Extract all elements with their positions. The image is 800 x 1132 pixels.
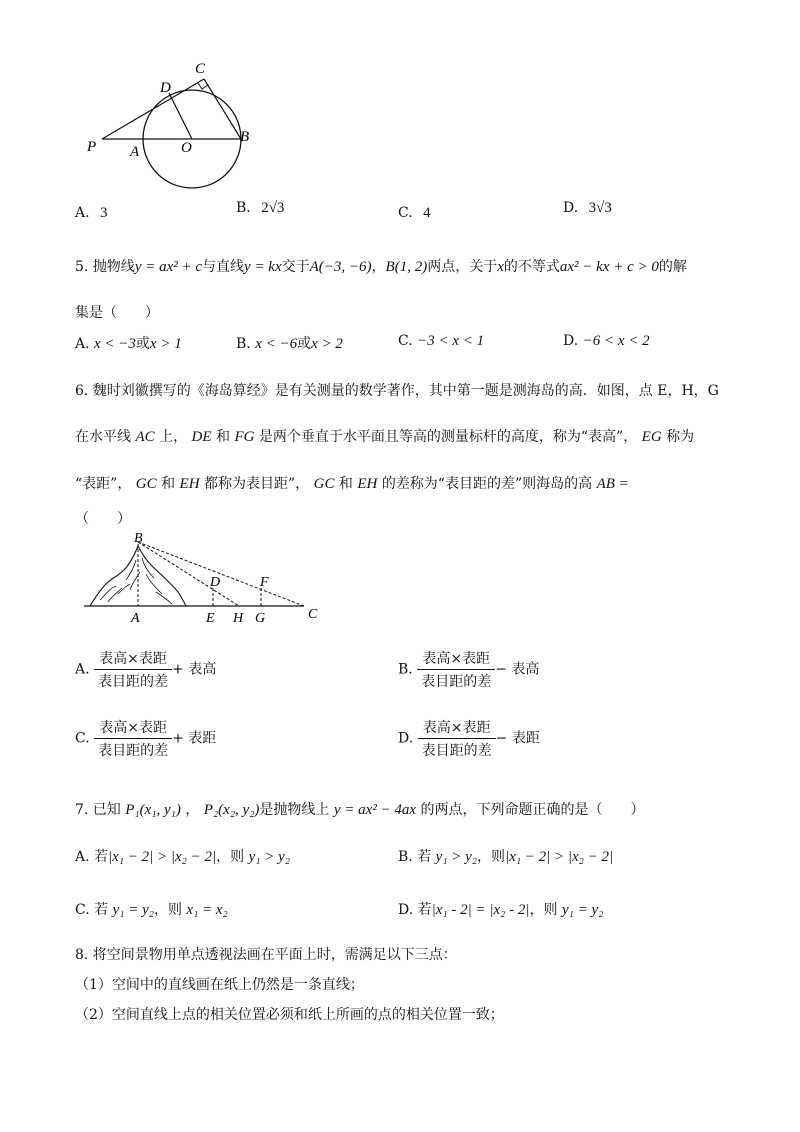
option-if: 若 [417,902,432,918]
option-value: 3√3 [588,200,612,216]
q8-stem-line1: 8. 将空间景物用单点透视法画在平面上时，需满足以下三点： [75,947,457,963]
q7-option-b [398,846,613,866]
q7-math-p1: P₁(x₁, y₁) [125,802,181,818]
option-operator: − [495,730,508,747]
option-letter: A. [75,336,90,352]
q7-math-p2: P₂(x₂, y₂) [203,802,260,818]
q6-math-gc: GC [313,476,335,492]
q6-option-a [75,648,216,691]
q4-option-d [563,200,612,217]
option-condition: |x₁ − 2| > |x₂ − 2| [108,849,217,865]
q6-option-c [75,717,216,760]
option-or: 或 [135,336,150,352]
q5-option-a [75,333,182,353]
point-e-label: E [206,611,215,626]
option-tail: 表距 [188,730,217,747]
option-operator: − [495,661,507,678]
q6-text: 称为 [666,429,695,445]
option-math-1: x < −3 [94,336,136,352]
fraction-numerator: 表高×表距 [418,717,496,739]
option-then: ，则 [529,902,558,918]
option-result: |x₁ − 2| > |x₂ − 2| [505,849,614,865]
option-if: 若 [94,849,109,865]
sight-line-bh [138,542,239,606]
line-od [169,93,192,139]
q6-stem-line2 [75,426,694,446]
option-letter: B. [398,849,413,865]
option-then: ，则 [216,849,245,865]
q6-stem-line1: 6. 魏时刘徽撰写的《海岛算经》是有关测量的数学著作，其中第一题是测海岛的高．如图，点 E，H，G [75,383,719,399]
q7-number: 7. 已知 [75,802,121,818]
q7-text: 是抛物线上 [259,802,330,818]
q5-text-2: 与直线 [202,259,245,275]
fraction-denominator: 表目距的差 [421,743,492,759]
option-letter: D. [563,200,579,216]
option-condition: |x₁ - 2| = |x₂ - 2| [431,902,530,918]
circle-tangent-figure [80,58,260,193]
fraction-numerator: 表高×表距 [417,648,495,670]
q5-number: 5. [75,259,89,275]
point-o-label: O [181,140,192,156]
q5-text-1: 抛物线 [92,259,135,275]
option-letter: B. [236,200,251,216]
option-letter: A. [75,849,90,865]
point-a-label: A [130,144,140,160]
q8-item-2: （2）空间直线上点的相关位置必须和纸上所画的点的相关位置一致； [75,1007,504,1023]
option-letter: D. [563,333,579,349]
q7-math-parabola: y = ax² − 4ax [333,802,417,818]
option-condition: y₁ > y₂ [435,849,478,865]
point-f-label: F [260,575,269,590]
point-b-label: B [240,129,250,145]
q7-stem [75,799,645,819]
q4-option-b [236,200,284,217]
option-if: 若 [417,849,432,865]
q5-math-parabola: y = ax² + c [134,259,203,275]
q8-item-1: （1）空间中的直线画在纸上仍然是一条直线； [75,977,364,993]
q6-math-eg: EG [641,429,662,445]
option-result: y₁ = y₂ [561,902,604,918]
option-result: y₁ > y₂ [248,849,290,865]
point-p-label: P [87,139,97,155]
option-math-2: x > 2 [311,336,343,352]
q6-math-eh: EH [179,476,200,492]
point-c-label: C [195,61,206,77]
fraction [418,717,496,760]
point-b-label: B [134,531,143,546]
q5-option-b [236,333,343,353]
point-g-label: G [255,611,266,626]
q5-text-6: 的解 [658,259,687,275]
q6-math-de: DE [191,429,212,445]
q7-separator: ， [185,802,200,818]
option-letter: C. [75,902,90,918]
line-cb [204,79,241,139]
q5-math-point-a: A(−3, −6) [309,259,372,275]
fraction-denominator: 表目距的差 [98,674,169,690]
fraction-denominator: 表目距的差 [421,674,492,690]
q6-text: 是两个垂直于水平面且等高的测量标杆的高度，称为“表高”， [258,429,638,445]
q6-text: “表距”， [75,476,132,492]
fraction-denominator: 表目距的差 [98,743,169,759]
option-letter: B. [236,336,251,352]
q6-math-eh: EH [357,476,378,492]
q6-text: 都称为表目距”， [203,476,310,492]
q6-text: 在水平线 [75,429,131,445]
option-condition: y₁ = y₂ [112,902,154,918]
q6-option-d [398,717,540,760]
option-operator: + [172,661,184,678]
fraction-numerator: 表高×表距 [94,717,172,739]
q5-option-c [398,333,484,350]
option-if: 若 [94,902,109,918]
q5-math-point-b: B(1, 2) [385,259,428,275]
q5-math-x: x [497,259,504,275]
option-value: 2√3 [261,200,285,216]
fraction-numerator: 表高×表距 [94,648,172,670]
option-letter: C. [398,333,413,349]
q4-option-c [398,205,431,222]
fraction [94,648,172,691]
q5-text-3: 交于 [281,259,310,275]
mountain-texture [100,558,172,604]
island-measurement-figure [82,530,327,630]
line-pc [102,79,204,139]
option-letter: C. [398,205,413,221]
q7-option-d [398,899,603,919]
q6-text: 上， [159,429,188,445]
option-tail: 表高 [188,661,217,678]
point-d-label: D [210,575,221,590]
option-tail: 表距 [511,730,540,747]
option-letter: C. [75,730,90,747]
q6-text: 和 [215,429,230,445]
q6-stem-line3 [75,473,629,493]
q5-stem-line2: 集是（ ） [75,305,159,321]
q6-text: 的差称为“表目距的差”则海岛的高 [381,476,593,492]
fraction [417,648,495,691]
q6-math-ac: AC [135,429,155,445]
q6-text: 和 [161,476,176,492]
option-operator: + [172,730,184,747]
q5-option-d [563,333,650,350]
q6-math-gc: GC [135,476,157,492]
q5-text-4: 两点，关于 [427,259,498,275]
q7-option-c [75,899,228,919]
q5-text-5: 的不等式 [503,259,560,275]
option-math-1: x < −6 [255,336,298,352]
q6-math-ab: AB = [596,476,629,492]
option-math-1: −6 < x < 2 [582,333,650,349]
point-a-label: A [131,611,140,626]
option-tail: 表高 [511,661,540,678]
q5-math-line: y = kx [244,259,282,275]
point-h-label: H [233,611,244,626]
q7-text: 的两点，下列命题正确的是（ ） [420,802,645,818]
option-then: ，则 [153,902,182,918]
option-value: 3 [100,205,108,221]
q6-stem-line4: （ ） [75,511,131,527]
option-letter: D. [398,902,414,918]
point-d-label: D [160,80,171,96]
option-letter: A. [75,661,90,678]
q5-stem: 5. 抛物线y = ax² + c与直线y = kx交于A(−3, −6)，B(1, 2)两点，关于x的不等式ax² − kx + c > 0的解 [75,259,687,275]
q6-math-fg: FG [234,429,255,445]
q7-option-a [75,846,290,866]
option-letter: A. [75,205,90,221]
option-or: 或 [297,336,312,352]
q4-option-a [75,205,108,222]
fraction [94,717,172,760]
option-math-2: x > 1 [149,336,182,352]
option-math-1: −3 < x < 1 [417,333,485,349]
option-result: x₁ = x₂ [186,902,228,918]
q6-text: 和 [338,476,353,492]
q5-math-inequality: ax² − kx + c > 0 [559,259,659,275]
option-letter: D. [398,730,414,747]
point-c-label: C [308,607,318,622]
option-letter: B. [398,661,413,678]
option-value: 4 [423,205,431,221]
q6-option-b [398,648,539,691]
option-then: ，则 [477,849,506,865]
